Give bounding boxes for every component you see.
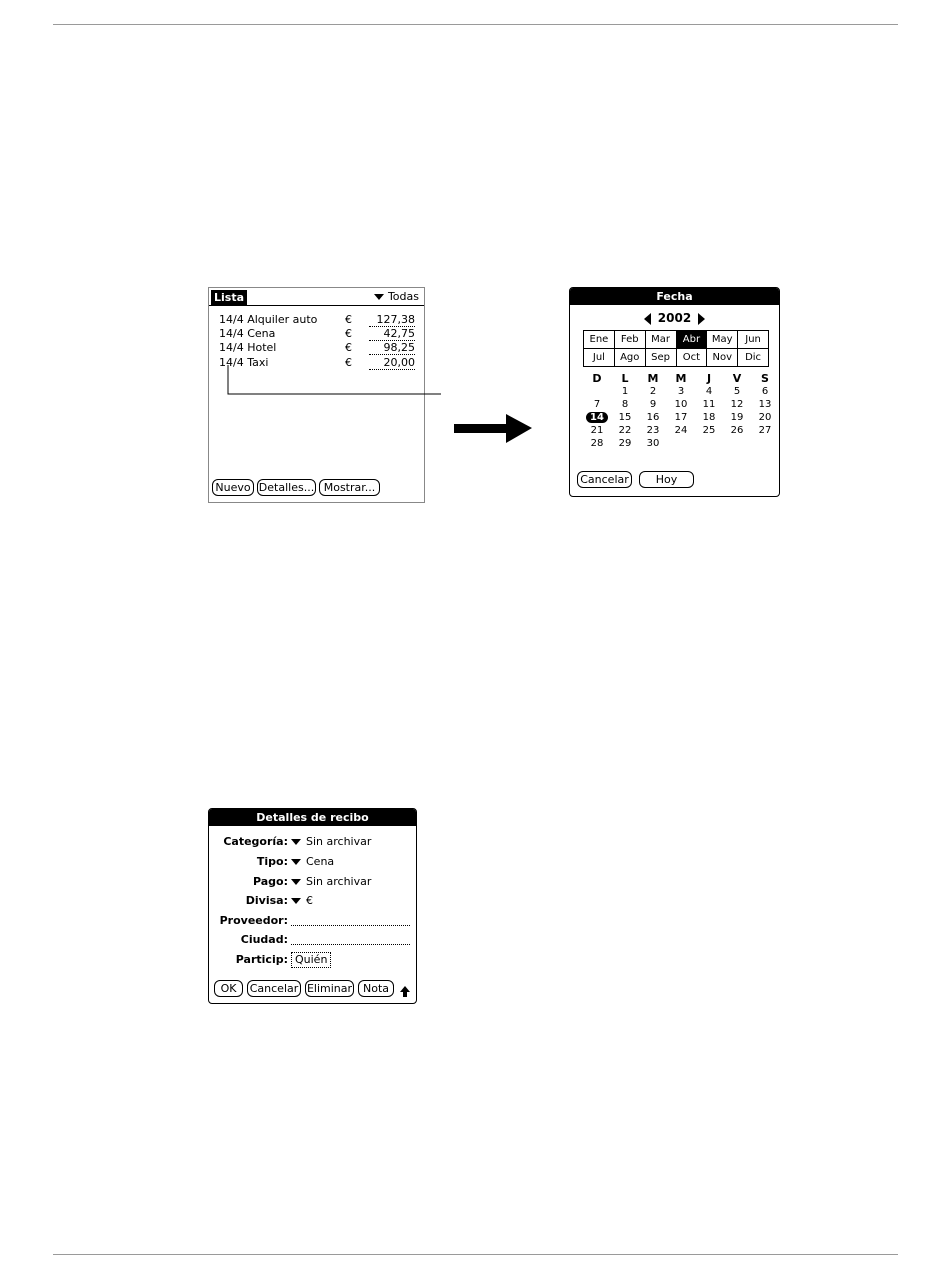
particip-label: Particip: — [235, 953, 288, 966]
detalles-button[interactable]: Detalles... — [258, 481, 315, 494]
day-26[interactable] — [723, 424, 751, 437]
day-number: 20 — [758, 412, 772, 423]
proveedor-label: Proveedor: — [219, 914, 288, 927]
weekday-header: J — [706, 372, 712, 385]
day-15[interactable] — [611, 411, 639, 424]
row-description: Cena — [247, 327, 276, 340]
lista-tab[interactable]: Lista — [211, 290, 247, 306]
day-19[interactable] — [723, 411, 751, 424]
year-navigator — [570, 311, 779, 325]
day-number: 1 — [621, 386, 629, 397]
pago-picker[interactable] — [291, 873, 371, 891]
day-number: 11 — [702, 399, 716, 410]
row-description: Taxi — [247, 356, 269, 369]
ciudad-field[interactable] — [291, 944, 410, 945]
right-arrow-icon — [506, 414, 532, 443]
day-number: 10 — [674, 399, 688, 410]
row-amount[interactable]: 42,75 — [369, 327, 415, 341]
day-1[interactable] — [611, 385, 639, 398]
day-12[interactable] — [723, 398, 751, 411]
month-abr[interactable]: Abr — [677, 331, 707, 348]
day-17[interactable] — [667, 411, 695, 424]
month-grid — [583, 330, 769, 367]
day-number: 28 — [590, 438, 604, 449]
day-number: 7 — [593, 399, 601, 410]
day-number: 25 — [702, 425, 716, 436]
previous-year-icon[interactable] — [644, 313, 651, 325]
row-description: Alquiler auto — [247, 313, 318, 326]
day-6[interactable] — [751, 385, 779, 398]
row-amount[interactable]: 98,25 — [369, 341, 415, 355]
weekday-header: V — [732, 372, 742, 385]
day-11[interactable] — [695, 398, 723, 411]
pago-row — [209, 873, 416, 891]
day-28[interactable] — [583, 437, 611, 450]
month-jun[interactable]: Jun — [738, 331, 768, 348]
month-feb[interactable]: Feb — [615, 331, 645, 348]
day-number: 6 — [761, 386, 769, 397]
day-number: 23 — [646, 425, 660, 436]
divisa-row — [209, 892, 416, 910]
day-25[interactable] — [695, 424, 723, 437]
tipo-value: Cena — [306, 855, 335, 868]
day-18[interactable] — [695, 411, 723, 424]
weekday-header: D — [592, 372, 602, 385]
day-number: 30 — [646, 438, 660, 449]
day-number: 21 — [590, 425, 604, 436]
day-16[interactable] — [639, 411, 667, 424]
dropdown-arrow-icon — [291, 839, 301, 845]
day-number: 9 — [649, 399, 657, 410]
month-oct[interactable]: Oct — [677, 349, 707, 366]
day-3[interactable] — [667, 385, 695, 398]
day-20[interactable] — [751, 411, 779, 424]
month-dic[interactable]: Dic — [738, 349, 768, 366]
tipo-label: Tipo: — [256, 855, 288, 868]
day-13[interactable] — [751, 398, 779, 411]
eliminar-button[interactable]: Eliminar — [306, 982, 353, 995]
arrow-shaft — [454, 424, 508, 433]
day-grid — [583, 372, 779, 450]
year-label: 2002 — [657, 311, 692, 325]
tipo-row — [209, 853, 416, 871]
hoy-button[interactable]: Hoy — [639, 471, 694, 488]
day-number: 12 — [730, 399, 744, 410]
dropdown-arrow-icon — [291, 898, 301, 904]
divisa-value: € — [306, 894, 313, 907]
cancelar-button[interactable]: Cancelar — [247, 980, 301, 997]
particip-row — [209, 951, 416, 969]
day-4[interactable] — [695, 385, 723, 398]
empty-day-cell — [583, 385, 611, 398]
pago-value: Sin archivar — [306, 875, 372, 888]
ok-button[interactable]: OK — [214, 980, 243, 997]
detalles-dialog — [208, 808, 417, 1004]
day-number: 14 — [586, 412, 608, 423]
day-number: 2 — [649, 386, 657, 397]
weekday-header: L — [621, 372, 629, 385]
day-21[interactable] — [583, 424, 611, 437]
month-nov[interactable]: Nov — [707, 349, 737, 366]
row-currency: € — [345, 356, 352, 369]
day-number: 19 — [730, 412, 744, 423]
month-may[interactable]: May — [707, 331, 737, 348]
day-23[interactable] — [639, 424, 667, 437]
callout-line — [228, 365, 441, 394]
row-amount[interactable]: 20,00 — [369, 356, 415, 370]
day-14[interactable] — [583, 411, 611, 424]
scroll-up-stem — [403, 992, 407, 997]
dropdown-arrow-icon — [291, 859, 301, 865]
dialog-title: Fecha — [570, 288, 779, 305]
ciudad-row — [209, 931, 416, 949]
day-number: 24 — [674, 425, 688, 436]
quien-button[interactable]: Quién — [291, 952, 331, 968]
day-22[interactable] — [611, 424, 639, 437]
row-date: 14/4 — [219, 327, 244, 340]
day-number: 26 — [730, 425, 744, 436]
day-5[interactable] — [723, 385, 751, 398]
categoria-row — [209, 833, 416, 851]
day-number: 18 — [702, 412, 716, 423]
row-currency: € — [345, 327, 352, 340]
row-currency: € — [345, 313, 352, 326]
weekday-header: M — [675, 372, 687, 385]
divisa-label: Divisa: — [245, 894, 288, 907]
cancelar-button[interactable]: Cancelar — [577, 471, 632, 488]
day-10[interactable] — [667, 398, 695, 411]
categoria-picker[interactable] — [291, 833, 371, 851]
categoria-value: Sin archivar — [306, 835, 372, 848]
weekday-header: S — [761, 372, 769, 385]
divisa-picker[interactable] — [291, 892, 313, 910]
day-8[interactable] — [611, 398, 639, 411]
month-sep[interactable]: Sep — [646, 349, 676, 366]
day-number: 5 — [733, 386, 741, 397]
weekday-header: M — [647, 372, 659, 385]
row-date: 14/4 — [219, 356, 244, 369]
day-number: 16 — [646, 412, 660, 423]
day-number: 29 — [618, 438, 632, 449]
day-number: 17 — [674, 412, 688, 423]
row-date: 14/4 — [219, 313, 244, 326]
day-number: 13 — [758, 399, 772, 410]
day-7[interactable] — [583, 398, 611, 411]
day-24[interactable] — [667, 424, 695, 437]
categoria-label: Categoría: — [223, 835, 288, 848]
month-mar[interactable]: Mar — [646, 331, 676, 348]
proveedor-row — [209, 912, 416, 930]
row-date: 14/4 — [219, 341, 244, 354]
tipo-picker[interactable] — [291, 853, 334, 871]
day-number: 27 — [758, 425, 772, 436]
month-jul[interactable]: Jul — [584, 349, 614, 366]
day-2[interactable] — [639, 385, 667, 398]
next-year-icon[interactable] — [698, 313, 705, 325]
day-27[interactable] — [751, 424, 779, 437]
month-ene[interactable]: Ene — [584, 331, 614, 348]
dropdown-arrow-icon — [291, 879, 301, 885]
proveedor-field[interactable] — [291, 925, 410, 926]
day-number: 22 — [618, 425, 632, 436]
fecha-dialog — [569, 287, 780, 497]
day-number: 15 — [618, 412, 632, 423]
day-number: 4 — [705, 386, 713, 397]
nuevo-button[interactable]: Nuevo — [212, 479, 254, 496]
row-currency: € — [345, 341, 352, 354]
mostrar-button[interactable]: Mostrar... — [319, 479, 380, 496]
month-ago[interactable]: Ago — [615, 349, 645, 366]
row-description: Hotel — [247, 341, 277, 354]
day-30[interactable] — [639, 437, 667, 450]
nota-button[interactable]: Nota — [358, 980, 394, 997]
dialog-title: Detalles de recibo — [209, 809, 416, 826]
row-amount[interactable]: 127,38 — [369, 313, 415, 327]
day-number: 8 — [621, 399, 629, 410]
day-29[interactable] — [611, 437, 639, 450]
pago-label: Pago: — [252, 875, 288, 888]
ciudad-label: Ciudad: — [240, 933, 288, 946]
day-number: 3 — [677, 386, 685, 397]
category-picker-label: Todas — [387, 290, 419, 303]
day-9[interactable] — [639, 398, 667, 411]
